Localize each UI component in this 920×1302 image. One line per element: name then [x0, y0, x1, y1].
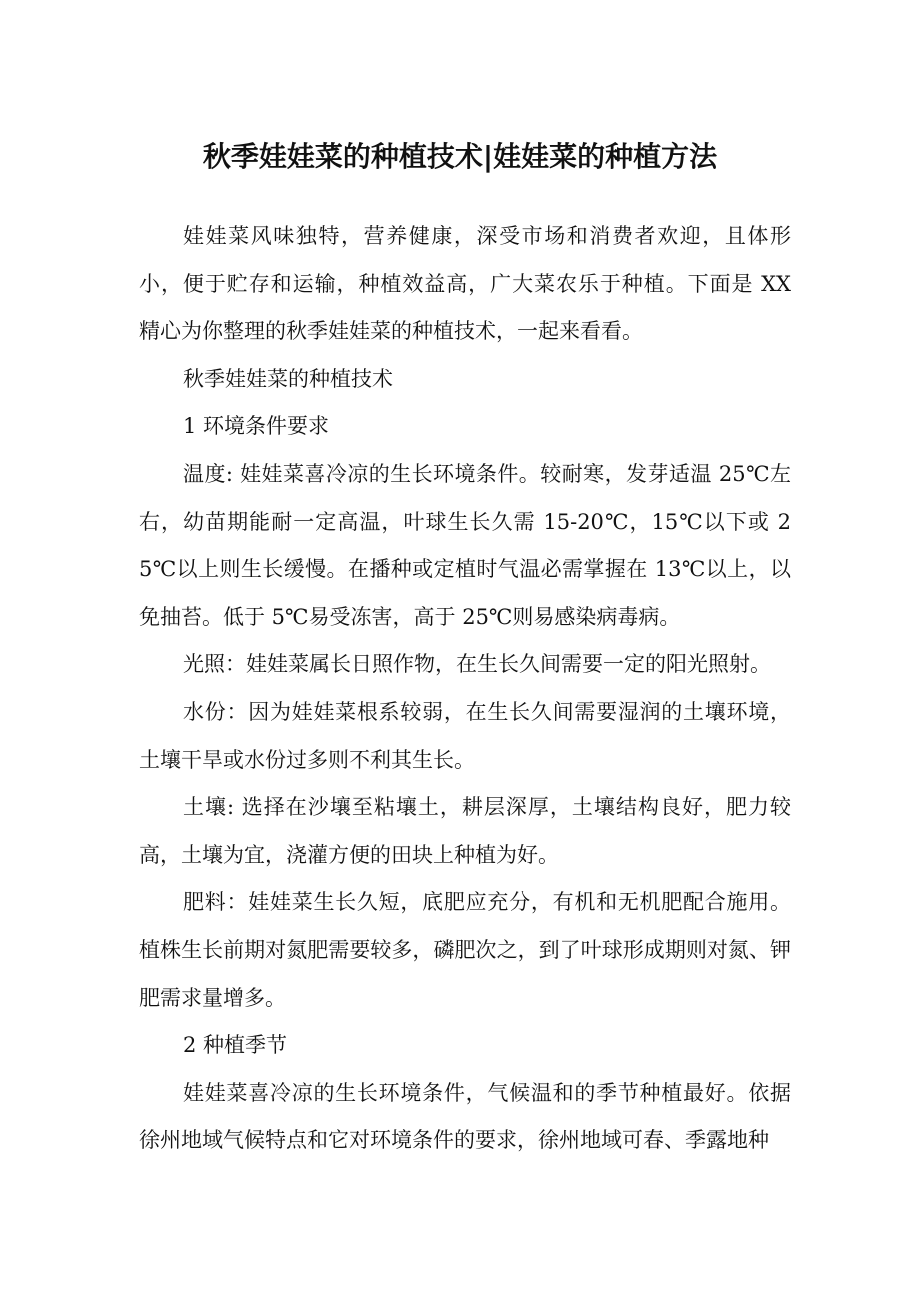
paragraph-intro: 娃娃菜风味独特，营养健康，深受市场和消费者欢迎，且体形小，便于贮存和运输，种植效益高，广大菜农乐于种植。下面是 XX 精心为你整理的秋季娃娃菜的种植技术，一起来看看。 — [139, 224, 791, 344]
paragraph-light: 光照：娃娃菜属长日照作物，在生长久间需要一定的阳光照射。 — [183, 652, 771, 677]
document-body — [139, 213, 791, 1165]
subsection-heading-season: 2 种植季节 — [183, 1033, 288, 1058]
document-title: 秋季娃娃菜的种植技术|娃娃菜的种植方法 — [202, 139, 718, 173]
section-heading: 秋季娃娃菜的种植技术 — [183, 366, 393, 391]
paragraph-season: 娃娃菜喜冷凉的生长环境条件，气候温和的季节种植最好。依据徐州地域气候特点和它对环境条件的要求，徐州地域可春、季露地种 — [139, 1080, 791, 1153]
subsection-heading-environment: 1 环境条件要求 — [183, 414, 330, 439]
paragraph-temperature: 温度: 娃娃菜喜冷凉的生长环境条件。较耐寒，发芽适温 25℃左右，幼苗期能耐一定高温，叶球生长久需 15-20℃，15℃以下或 25℃以上则生长缓慢。在播种或定植时气温必需掌握在 13℃以上，以免抽苔。低于 5℃易受冻害，高于 25℃则易感染病毒病。 — [139, 461, 791, 629]
paragraph-soil: 土壤: 选择在沙壤至粘壤土，耕层深厚，土壤结构良好，肥力较高，土壤为宜，浇灌方便的田块上种植为好。 — [139, 795, 791, 867]
paragraph-water: 水份：因为娃娃菜根系较弱，在生长久间需要湿润的土壤环境，土壤干旱或水份过多则不利其生长。 — [139, 699, 791, 772]
paragraph-fertilizer: 肥料：娃娃菜生长久短，底肥应充分，有机和无机肥配合施用。植株生长前期对氮肥需要较多，磷肥次之，到了叶球形成期则对氮、钾肥需求量增多。 — [139, 890, 791, 1010]
